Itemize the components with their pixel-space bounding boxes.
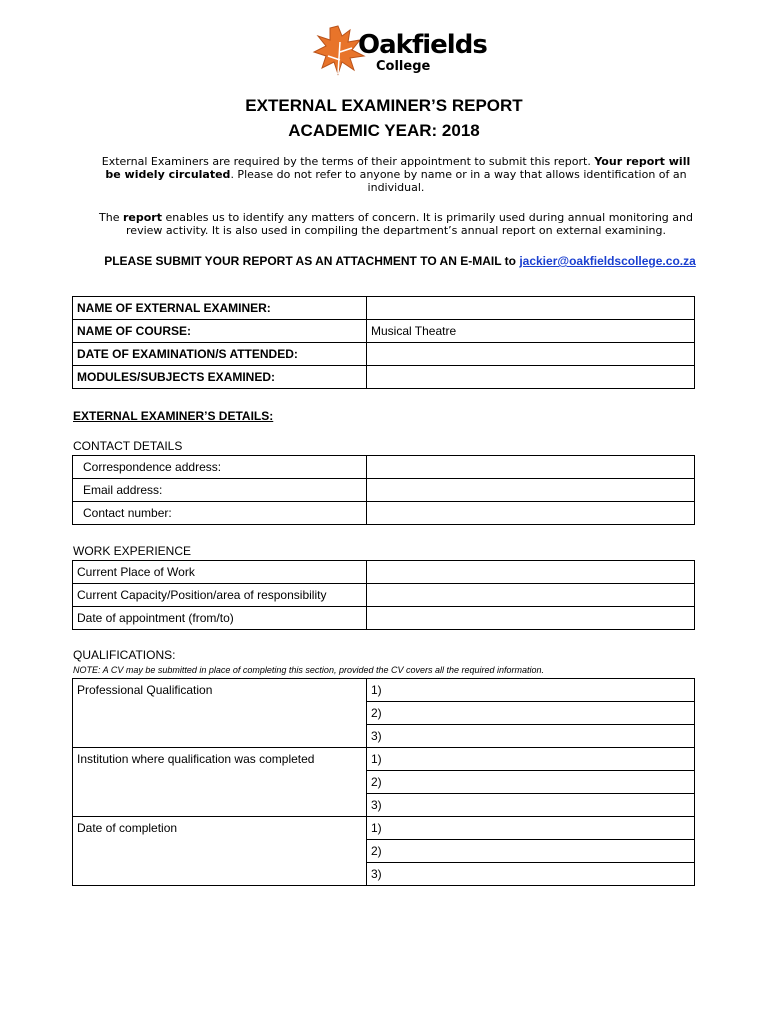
- exam-date-label: DATE OF EXAMINATION/S ATTENDED:: [73, 343, 367, 366]
- qualification-entry[interactable]: 2): [367, 702, 695, 725]
- table-row: [73, 297, 695, 320]
- table-row: [73, 817, 695, 840]
- table-row: [73, 748, 695, 771]
- intro-paragraph-2: [96, 211, 696, 237]
- examiner-name-field[interactable]: [367, 297, 695, 320]
- table-row: [73, 502, 695, 525]
- table-row: [73, 607, 695, 630]
- completion-date-entry[interactable]: 2): [367, 840, 695, 863]
- table-row: [73, 561, 695, 584]
- details-heading: EXTERNAL EXAMINER’S DETAILS:: [73, 409, 274, 423]
- course-name-label: NAME OF COURSE:: [73, 320, 367, 343]
- contact-table: [72, 455, 695, 525]
- intro-emphasis: report: [122, 211, 162, 224]
- completion-date-entry[interactable]: 1): [367, 817, 695, 840]
- table-row: [73, 320, 695, 343]
- position-field[interactable]: [367, 584, 695, 607]
- modules-label: MODULES/SUBJECTS EXAMINED:: [73, 366, 367, 389]
- table-row: [73, 584, 695, 607]
- completion-date-label: Date of completion: [73, 817, 367, 886]
- institution-entry[interactable]: 3): [367, 794, 695, 817]
- logo-brand: Oakfields: [358, 30, 487, 60]
- table-row: [73, 456, 695, 479]
- completion-date-entry[interactable]: 3): [367, 863, 695, 886]
- intro-text: . Please do not refer to anyone by name or in a way that allows identification of an individual.: [230, 168, 687, 194]
- intro-emphasis: Your report will be widely circulated: [105, 155, 691, 181]
- position-label: Current Capacity/Position/area of responsibility: [73, 584, 367, 607]
- examiner-name-label: NAME OF EXTERNAL EXAMINER:: [73, 297, 367, 320]
- place-of-work-field[interactable]: [367, 561, 695, 584]
- professional-qualification-label: Professional Qualification: [73, 679, 367, 748]
- logo-subtitle: College: [376, 59, 431, 74]
- contact-number-label: Contact number:: [73, 502, 367, 525]
- table-row: [73, 343, 695, 366]
- qualification-entry[interactable]: 1): [367, 679, 695, 702]
- institution-entry[interactable]: 1): [367, 748, 695, 771]
- submit-instruction: [60, 254, 740, 269]
- intro-text: External Examiners are required by the terms of their appointment to submit this report.: [101, 155, 595, 168]
- intro-text: The: [99, 211, 123, 224]
- exam-date-field[interactable]: [367, 343, 695, 366]
- qualifications-note: NOTE: A CV may be submitted in place of completing this section, provided the CV covers all the required information.: [73, 665, 545, 675]
- modules-field[interactable]: [367, 366, 695, 389]
- work-heading: WORK EXPERIENCE: [73, 544, 192, 558]
- qualifications-heading: QUALIFICATIONS:: [73, 648, 176, 662]
- contact-number-field[interactable]: [367, 502, 695, 525]
- place-of-work-label: Current Place of Work: [73, 561, 367, 584]
- address-label: Correspondence address:: [73, 456, 367, 479]
- submit-text: PLEASE SUBMIT YOUR REPORT AS AN ATTACHMENT TO AN E-MAIL to: [104, 254, 520, 268]
- college-logo: [312, 22, 487, 82]
- contact-heading: CONTACT DETAILS: [73, 439, 183, 453]
- email-label: Email address:: [73, 479, 367, 502]
- course-table: [72, 296, 695, 389]
- appointment-date-label: Date of appointment (from/to): [73, 607, 367, 630]
- institution-entry[interactable]: 2): [367, 771, 695, 794]
- email-field[interactable]: [367, 479, 695, 502]
- institution-label: Institution where qualification was completed: [73, 748, 367, 817]
- table-row: [73, 366, 695, 389]
- intro-paragraph-1: [96, 155, 696, 194]
- work-table: [72, 560, 695, 630]
- table-row: [73, 479, 695, 502]
- course-name-field[interactable]: Musical Theatre: [367, 320, 695, 343]
- address-field[interactable]: [367, 456, 695, 479]
- qualification-entry[interactable]: 3): [367, 725, 695, 748]
- qualifications-table: [72, 678, 695, 886]
- submit-email-link[interactable]: jackier@oakfieldscollege.co.za: [519, 254, 696, 268]
- academic-year: ACADEMIC YEAR: 2018: [288, 121, 480, 140]
- appointment-date-field[interactable]: [367, 607, 695, 630]
- intro-text: enables us to identify any matters of concern. It is primarily used during annual monitoring and review activity. It is also used in compiling the department’s annual report on external examining.: [126, 211, 693, 237]
- table-row: [73, 679, 695, 702]
- report-title: EXTERNAL EXAMINER’S REPORT: [245, 96, 523, 115]
